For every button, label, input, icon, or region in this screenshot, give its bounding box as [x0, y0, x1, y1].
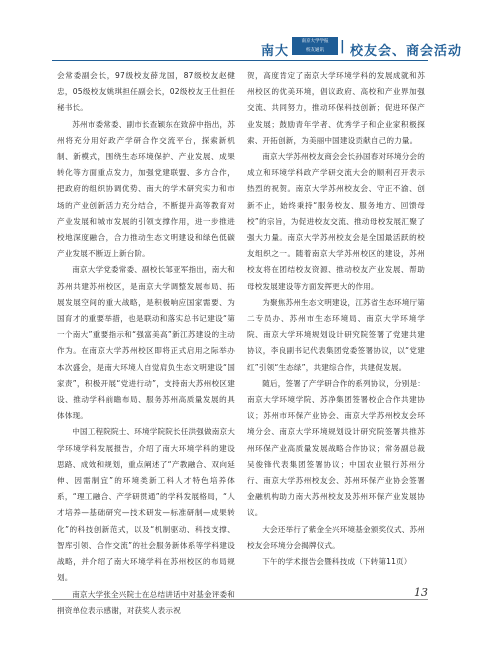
page-header: [0, 0, 480, 58]
header-section-title: 校友会、商会活动: [350, 44, 463, 59]
paragraph: 下午的学术报告会暨科技成（下转第11页）: [262, 557, 412, 567]
paragraph: 中国工程院院士、环境学院院长任洪强做南京大学环境学科发展报告，介绍了南大环境学科的建设思路、成效和规划，重点阐述了“产教融合、双向延伸、因需制宜”的环境类新工科人才特色培养体系，“理工融合、产学研贯通”的学科发展格局，“人才培养—基础研究—技术研发—标准研制—成果转化”的科技创新范式，以及“机制驱动、科技支撑、智库引领、合作交流”的社会服务新体系等学科建设战略，并介绍了南大环境学科在苏州校区的布局规划。: [57, 427, 235, 583]
footer-rule: [52, 599, 428, 600]
page-number: 13: [414, 586, 428, 599]
header-separator: |: [340, 39, 345, 54]
paragraph: 随后，签署了产学研合作的系列协议，分别是：南京大学环境学院、苏净集团签署校企合作共建协议；苏州市环保产业协会、南京大学苏州校友会环境分会、南京大学环境规划设计研究院签署共推苏州环保产业高质量发展战略合作协议；常务副总裁吴俊锋代表集团签署协议；中国农业银行苏州分行、南京大学苏州校友会、苏州环保产业协会签署金融机构助力南大苏州校友及苏州环保产业发展协议。: [247, 378, 425, 518]
left-text-column: [57, 68, 235, 619]
paragraph: 南京大学苏州校友商会会长孙国春对环境分会的成立和环境学科政产学研交流大会的顺利召开表示热烈的祝贺。南京大学苏州校友会、守正不渝、创新不止，始终秉持“服务校友、服务地方、回馈母校”的宗旨，为促进校友交流、推动母校发展汇聚了强大力量。南京大学苏州校友会是全国最活跃的校友组织之一。随着南京大学苏州校区的建设，苏州校友将在团结校友资源、推动校友产业发展、帮助母校发展建设等方面发挥更大的作用。: [247, 152, 425, 291]
paragraph: 南京大学张全兴院士在总结讲话中对基金评委和捐资单位表示感谢，对获奖人表示祝: [57, 589, 235, 615]
header-rule: [52, 60, 428, 61]
paragraph: 为聚焦苏州生态文明建设，江苏省生态环境厅第二专员办、苏州市生态环境局、南京大学环境学院、南京大学环境规划设计研究院签署了党建共建协议，李良副书记代表集团党委签署协议，以“党建红”引领“生态绿”，共建综合作，共建促发展。: [247, 297, 425, 372]
right-text-column: [247, 68, 425, 570]
header-tag-line: 校友通讯: [306, 48, 324, 53]
paragraph: 南京大学党委常委、副校长邹亚军指出，南大和苏州共建苏州校区，是南京大学调整发展布局、拓展发展空间的重大战略，是积极响应国家需要、为国育才的重要举措，也是联动和落实总书记建设“第一个南大”重要指示和“强富美高”新江苏建设的主动作为。在南京大学苏州校区即将正式启用之际举办本次盛会，是南大环境人自觉肩负生态文明建设“国家责”，积极开展“党进行动”，支持南大苏州校区建设、推动学科前瞻布局、服务苏州高质量发展的具体体现。: [57, 265, 235, 421]
paragraph: 大会还举行了紫金全兴环境基金颁奖仪式、苏州校友会环境分会揭牌仪式。: [247, 524, 425, 550]
header-tag-line: 南京大学学报: [301, 39, 329, 44]
paragraph: 贺，高度肯定了南京大学环境学科的发展成就和苏州校区的优美环境，倡议政府、高校和产业界加强交流、共同努力，推动环保科技创新；促进环保产业发展；鼓励青年学者、优秀学子和企业家积极探索、开拓创新，为美丽中国建设贡献自己的力量。: [247, 71, 425, 145]
paragraph: 会常委副会长，97级校友薛龙国，87级校友赵健忠，05级校友姚琪担任副会长，02级校友王仕担任秘书长。: [57, 71, 235, 113]
paragraph: 苏州市委常委、副市长查颖东在致辞中指出，苏州将充分用好政产学研合作交流平台，探索新机制、新模式，围绕生态环境保护、产业发展、成果转化等方面重点发力，加强党建联盟、多方合作，把政府的组织协调优势、南大的学术研究实力和市场的产业创新活力充分结合，不断提升高等教育对产业发展和城市发展的引领支撑作用，进一步推进校地深度融合，合力推动生态文明建设和绿色低碳产业发展不断迈上新台阶。: [57, 119, 235, 259]
header-masthead-logo: [292, 37, 338, 55]
header-brand: 南大: [261, 44, 290, 59]
